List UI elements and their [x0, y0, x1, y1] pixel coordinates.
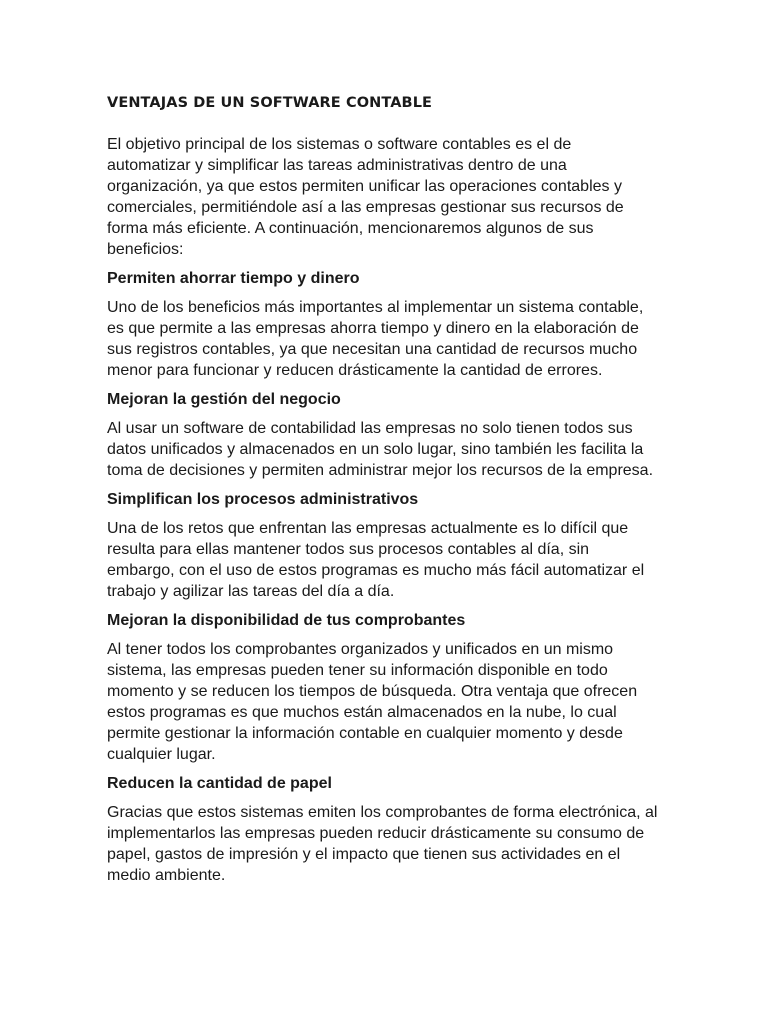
section-ahorrar-tiempo — [107, 268, 659, 381]
section-heading: Mejoran la gestión del negocio — [107, 391, 341, 408]
section-procesos-administrativos — [107, 489, 659, 602]
section-heading: Simplifican los procesos administrativos — [107, 491, 419, 508]
section-paragraph: Gracias que estos sistemas emiten los comprobantes de forma electrónica, al implementarlos las empresas pueden reducir drásticamente su consumo de papel, gastos de impresión y el impacto que tienen sus actividades en el medio ambiente. — [107, 804, 658, 884]
section-gestion-negocio — [107, 389, 659, 481]
intro-paragraph: El objetivo principal de los sistemas o software contables es el de automatizar y simplificar las tareas administrativas dentro de una organización, ya que estos permiten unificar las operaciones contables y comerciales, permitiéndole así a las empresas gestionar sus recursos de forma más eficiente. A continuación, mencionaremos algunos de sus beneficios: — [107, 136, 624, 258]
section-cantidad-papel — [107, 773, 659, 886]
section-paragraph: Al usar un software de contabilidad las empresas no solo tienen todos sus datos unificados y almacenados en un solo lugar, sino también les facilita la toma de decisiones y permiten administrar mejor los recursos de la empresa. — [107, 420, 654, 479]
section-disponibilidad-comprobantes — [107, 610, 659, 765]
document-title: VENTAJAS DE UN SOFTWARE CONTABLE — [107, 95, 433, 111]
document-content — [107, 92, 659, 894]
section-paragraph: Al tener todos los comprobantes organizados y unificados en un mismo sistema, las empresas pueden tener su información disponible en todo momento y se reducen los tiempos de búsqueda. Otra ventaja que ofrecen estos programas es que muchos están almacenados en la nube, lo cual permite gestionar la información contable en cualquier momento y desde cualquier lugar. — [107, 641, 638, 763]
section-heading: Reducen la cantidad de papel — [107, 775, 332, 792]
section-paragraph: Uno de los beneficios más importantes al implementar un sistema contable, es que permite a las empresas ahorra tiempo y dinero en la elaboración de sus registros contables, ya que necesitan una cantidad de recursos mucho menor para funcionar y reducen drásticamente la cantidad de errores. — [107, 299, 644, 379]
section-heading: Permiten ahorrar tiempo y dinero — [107, 270, 360, 287]
section-paragraph: Una de los retos que enfrentan las empresas actualmente es lo difícil que resulta para ellas mantener todos sus procesos contables al día, sin embargo, con el uso de estos programas es mucho más fácil automatizar el trabajo y agilizar las tareas del día a día. — [107, 520, 645, 600]
section-heading: Mejoran la disponibilidad de tus comprobantes — [107, 612, 466, 629]
